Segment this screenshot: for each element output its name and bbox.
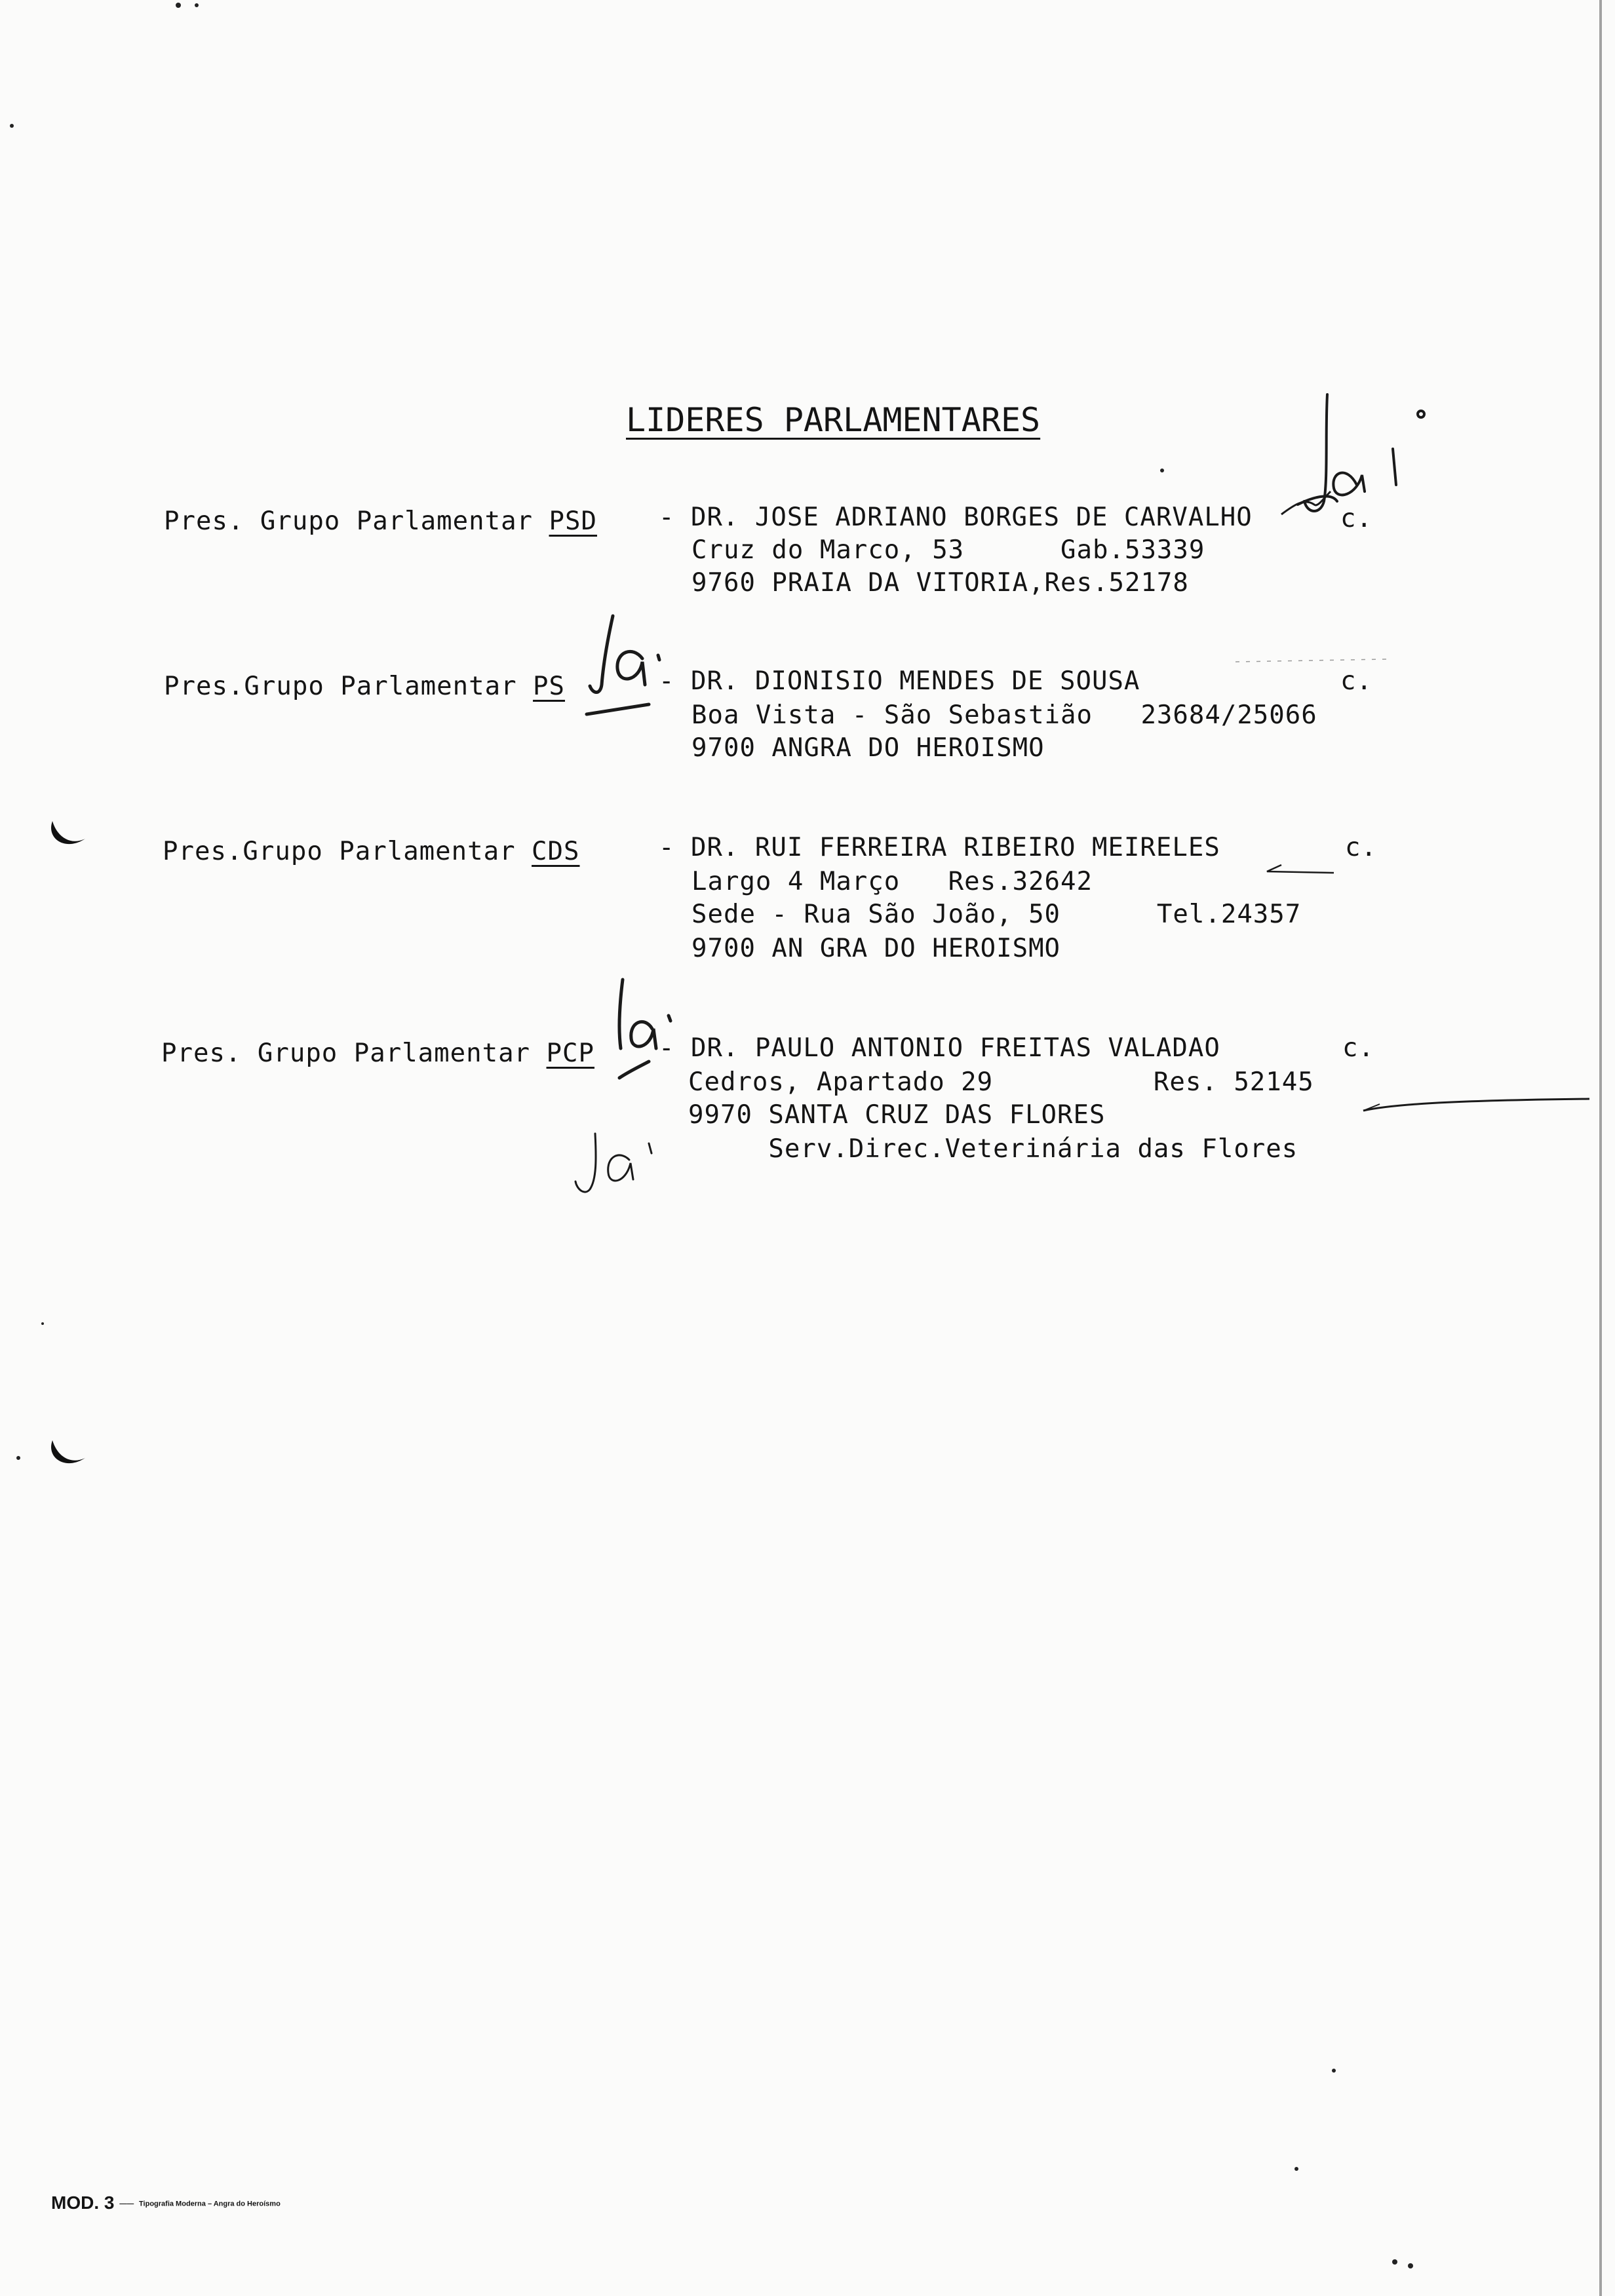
address-line-pcp-3: Serv.Direc.Veterinária das Flores [688, 1134, 1298, 1164]
page-title: LIDERES PARLAMENTARES [626, 401, 1041, 439]
check-mark-ps: c. [1340, 666, 1372, 696]
party-cds: CDS [532, 837, 580, 866]
printer-credit: Tipografia Moderna – Angra do Heroísmo [139, 2200, 281, 2208]
address-line-psd-2: 9760 PRAIA DA VITORIA,Res.52178 [691, 568, 1189, 598]
address-line-psd-1: Cruz do Marco, 53 Gab.53339 [691, 535, 1205, 565]
leader-name-cds: - DR. RUI FERREIRA RIBEIRO MEIRELES [659, 833, 1220, 862]
address-line-cds-1: Largo 4 Março Res.32642 [691, 867, 1093, 896]
form-code: MOD. 3 [51, 2192, 115, 2213]
party-ps: PS [533, 672, 566, 701]
form-footer: MOD. 3 —— Tipografia Moderna – Angra do Heroísmo [51, 2192, 281, 2213]
leader-name-psd: - DR. JOSE ADRIANO BORGES DE CARVALHO [659, 503, 1253, 532]
party-pcp: PCP [546, 1039, 594, 1068]
address-line-ps-1: Boa Vista - São Sebastião 23684/25066 [691, 700, 1317, 730]
address-line-cds-2: Sede - Rua São João, 50 Tel.24357 [691, 900, 1302, 929]
address-line-pcp-2: 9970 SANTA CRUZ DAS FLORES [688, 1100, 1106, 1130]
address-line-pcp-1: Cedros, Apartado 29 Res. 52145 [688, 1067, 1314, 1097]
address-line-ps-2: 9700 ANGRA DO HEROISMO [691, 733, 1045, 763]
party-psd: PSD [549, 507, 597, 536]
leader-name-pcp: - DR. PAULO ANTONIO FREITAS VALADAO [659, 1033, 1220, 1063]
check-mark-cds: c. [1345, 833, 1377, 862]
group-label-psd: Pres. Grupo Parlamentar PSD [164, 507, 597, 536]
group-label-cds: Pres.Grupo Parlamentar CDS [163, 837, 580, 866]
check-mark-pcp: c. [1342, 1033, 1374, 1063]
group-label-ps: Pres.Grupo Parlamentar PS [164, 672, 566, 701]
check-mark-psd: c. [1340, 504, 1372, 533]
group-label-pcp: Pres. Grupo Parlamentar PCP [161, 1039, 594, 1068]
leader-name-ps: - DR. DIONISIO MENDES DE SOUSA [659, 666, 1140, 696]
address-line-cds-3: 9700 AN GRA DO HEROISMO [691, 934, 1061, 963]
